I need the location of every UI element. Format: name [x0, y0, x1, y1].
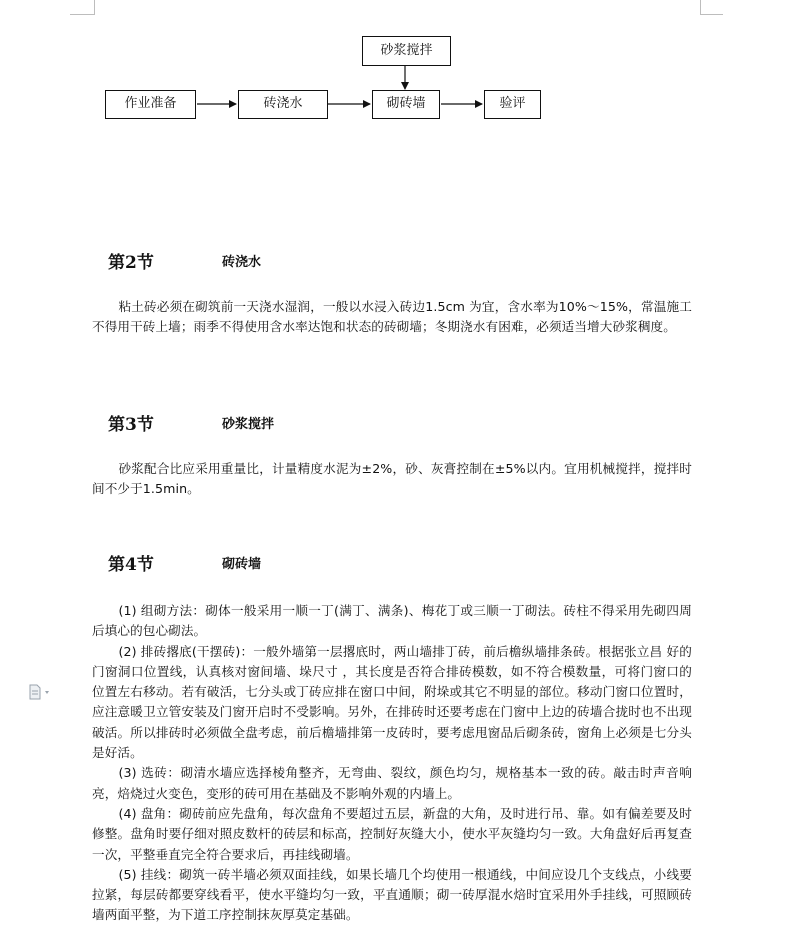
section-3-body: [92, 459, 692, 500]
paragraph: 砂浆配合比应采用重量比，计量精度水泥为±2%，砂、灰膏控制在±5%以内。宜用机械搅拌，搅拌时间不少于1.5min。: [92, 461, 692, 497]
section-2-body: [92, 297, 692, 338]
paragraph: (2) 排砖撂底(干摆砖)：一般外墙第一层撂底时，两山墙排丁砖，前后檐纵墙排条砖。根据张立昌 好的门窗洞口位置线，认真核对窗间墙、垛尺寸 ，其长度是否符合排砖模数，如不符合模数量，可将门窗口的位置左右移动。若有破活，七分头或丁砖应排在窗口中间，附垛或其它不明显的部位。移动门窗口位置时，应注意暖卫立管安装及门窗开启时不受影响。另外，在排砖时还要考虑在门窗中上边的砖墙合拢时也不出现破活。所以排砖时必须做全盘考虑，前后檐墙排第一皮砖时，要考虑甩窗品后砌条砖，窗角上必须是七分头是好活。: [92, 643, 692, 761]
section-4-body: [92, 601, 692, 926]
flow-node-brick-laying: 砌砖墙: [372, 90, 440, 119]
section-2-number: 第2节: [108, 253, 154, 273]
flow-node-inspection: 验评: [484, 90, 541, 119]
process-flowchart: [0, 0, 793, 160]
paragraph: (5) 挂线：砌筑一砖半墙必须双面挂线，如果长墙几个均使用一根通线，中间应设几个支线点，小线要拉紧，每层砖都要穿线看平，使水平缝均匀一致，平直通顺；砌一砖厚混水焙时宜采用外手挂线，可照顾砖墙两面平整，为下道工序控制抹灰厚莫定基础。: [92, 866, 692, 923]
flow-node-preparation: 作业准备: [105, 90, 196, 119]
section-4-heading: [108, 550, 262, 575]
section-2-title: 砖浇水: [222, 255, 262, 270]
section-3-number: 第3节: [108, 415, 154, 435]
paragraph: (3) 选砖：砌清水墙应选择棱角整齐，无弯曲、裂纹，颜色均匀，规格基本一致的砖。敲击时声音响亮，焙烧过火变色，变形的砖可用在基础及不影响外观的内墙上。: [92, 765, 692, 801]
flowchart-arrows: [0, 0, 793, 160]
section-2-heading: [108, 248, 262, 273]
paragraph: 粘土砖必须在砌筑前一天浇水湿润，一般以水浸入砖边1.5cm 为宜，含水率为10%～15%，常温施工不得用干砖上墙；雨季不得使用含水率达饱和状态的砖砌墙；冬期浇水有困难，必须适当增大砂浆稠度。: [92, 299, 692, 335]
section-4-number: 第4节: [108, 555, 154, 575]
paragraph: (4) 盘角：砌砖前应先盘角，每次盘角不要超过五层，新盘的大角，及时进行吊、靠。如有偏差要及时修整。盘角时要仔细对照皮数杆的砖层和标高，控制好灰缝大小，使水平灰缝均匀一致。大角盘好后再复查一次，平整垂直完全符合要求后，再挂线砌墙。: [92, 805, 692, 862]
flow-node-mortar-mixing: 砂浆搅拌: [362, 36, 451, 66]
document-options-icon[interactable]: [28, 684, 54, 700]
flow-node-brick-watering: 砖浇水: [238, 90, 328, 119]
section-4-title: 砌砖墙: [222, 557, 262, 572]
section-3-title: 砂浆搅拌: [222, 417, 275, 432]
section-3-heading: [108, 410, 275, 435]
paragraph: (1) 组砌方法：砌体一般采用一顺一丁(满丁、满条)、梅花丁或三顺一丁砌法。砖柱不得采用先砌四周后填心的包心砌法。: [92, 603, 692, 639]
